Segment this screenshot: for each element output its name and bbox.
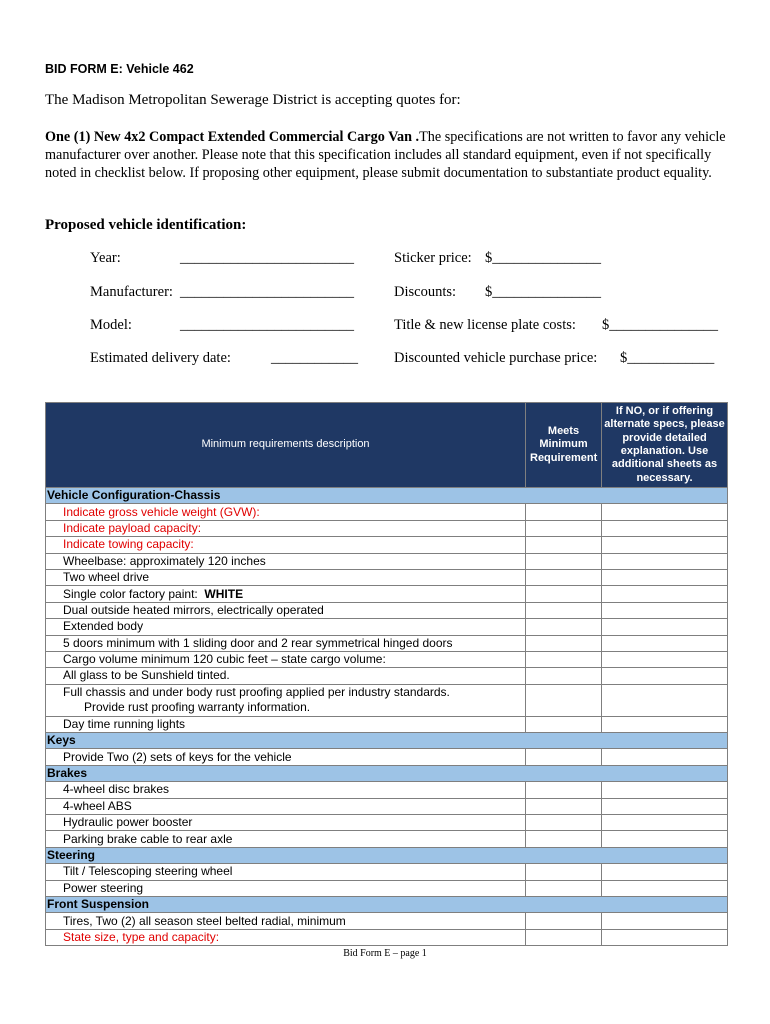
requirement-description bbox=[46, 749, 526, 765]
year-label: Year: bbox=[90, 250, 121, 266]
meets-requirement-cell[interactable] bbox=[526, 553, 602, 569]
table-row bbox=[46, 553, 728, 569]
table-row bbox=[46, 749, 728, 765]
explanation-cell[interactable] bbox=[602, 864, 728, 880]
header-explanation: If NO, or if offering alternate specs, please provide detailed explanation. Use additional sheets as necessary. bbox=[602, 403, 728, 488]
spec-paragraph bbox=[45, 128, 735, 183]
requirement-description bbox=[46, 684, 526, 716]
intro-text: The Madison Metropolitan Sewerage District is accepting quotes for: bbox=[45, 92, 461, 108]
table-row bbox=[46, 619, 728, 635]
explanation-cell[interactable] bbox=[602, 913, 728, 929]
explanation-cell[interactable] bbox=[602, 619, 728, 635]
explanation-cell[interactable] bbox=[602, 798, 728, 814]
requirement-text: All glass to be Sunshield tinted. bbox=[63, 668, 230, 683]
category-label: Steering bbox=[46, 847, 728, 863]
proposed-heading: Proposed vehicle identification: bbox=[45, 217, 247, 233]
discounts-label: Discounts: bbox=[394, 284, 457, 300]
category-row bbox=[46, 896, 728, 912]
requirement-text: Indicate payload capacity: bbox=[63, 520, 202, 535]
requirement-text: Cargo volume minimum 120 cubic feet – state cargo volume: bbox=[63, 652, 386, 667]
category-row bbox=[46, 488, 728, 504]
meets-requirement-cell[interactable] bbox=[526, 749, 602, 765]
requirement-description bbox=[46, 586, 526, 602]
requirement-description bbox=[46, 602, 526, 618]
explanation-cell[interactable] bbox=[602, 602, 728, 618]
explanation-cell[interactable] bbox=[602, 716, 728, 732]
table-row bbox=[46, 602, 728, 618]
requirement-text: Indicate gross vehicle weight (GVW): bbox=[63, 504, 260, 519]
spec-text: The specifications are not written to favor any vehicle manufacturer over another. Please note that this specification includes all standard equipment, even if not specifically noted in checklist below. If proposing other equipment, please submit documentation to substantiate product equality. bbox=[45, 129, 726, 182]
explanation-cell[interactable] bbox=[602, 553, 728, 569]
explanation-cell[interactable] bbox=[602, 520, 728, 536]
meets-requirement-cell[interactable] bbox=[526, 929, 602, 945]
requirement-text: Indicate towing capacity: bbox=[63, 537, 194, 552]
table-row bbox=[46, 831, 728, 847]
explanation-cell[interactable] bbox=[602, 586, 728, 602]
meets-requirement-cell[interactable] bbox=[526, 619, 602, 635]
delivery-date-label: Estimated delivery date: bbox=[90, 350, 231, 366]
category-row bbox=[46, 847, 728, 863]
requirement-text: 4-wheel disc brakes bbox=[63, 782, 170, 797]
meets-requirement-cell[interactable] bbox=[526, 537, 602, 553]
explanation-cell[interactable] bbox=[602, 668, 728, 684]
discounted-price-field[interactable]: $____________ bbox=[620, 350, 715, 366]
requirement-description bbox=[46, 520, 526, 536]
table-row bbox=[46, 716, 728, 732]
category-label: Keys bbox=[46, 733, 728, 749]
table-row bbox=[46, 569, 728, 585]
header-description: Minimum requirements description bbox=[46, 403, 526, 488]
requirement-text: Tires, Two (2) all season steel belted radial, minimum bbox=[63, 913, 346, 928]
requirement-text: Provide Two (2) sets of keys for the vehicle bbox=[63, 749, 292, 764]
requirement-description bbox=[46, 864, 526, 880]
requirement-description bbox=[46, 668, 526, 684]
meets-requirement-cell[interactable] bbox=[526, 668, 602, 684]
meets-requirement-cell[interactable] bbox=[526, 504, 602, 520]
meets-requirement-cell[interactable] bbox=[526, 798, 602, 814]
spec-heading: One (1) New 4x2 Compact Extended Commercial Cargo Van . bbox=[45, 129, 420, 145]
meets-requirement-cell[interactable] bbox=[526, 815, 602, 831]
requirement-description bbox=[46, 880, 526, 896]
table-row bbox=[46, 651, 728, 667]
manufacturer-field[interactable]: ________________________ bbox=[180, 284, 354, 300]
table-row bbox=[46, 504, 728, 520]
requirement-description bbox=[46, 815, 526, 831]
meets-requirement-cell[interactable] bbox=[526, 880, 602, 896]
table-header-row bbox=[46, 403, 728, 488]
explanation-cell[interactable] bbox=[602, 651, 728, 667]
requirements-table bbox=[45, 402, 728, 946]
sticker-price-field[interactable]: $_______________ bbox=[485, 250, 601, 266]
requirement-text-line2: Provide rust proofing warranty information. bbox=[84, 700, 311, 715]
explanation-cell[interactable] bbox=[602, 831, 728, 847]
meets-requirement-cell[interactable] bbox=[526, 651, 602, 667]
table-row bbox=[46, 537, 728, 553]
requirement-text: Day time running lights bbox=[63, 716, 186, 731]
requirement-description bbox=[46, 537, 526, 553]
requirement-description bbox=[46, 798, 526, 814]
table-row bbox=[46, 913, 728, 929]
requirement-text: Tilt / Telescoping steering wheel bbox=[63, 864, 233, 879]
model-field[interactable]: ________________________ bbox=[180, 317, 354, 333]
meets-requirement-cell[interactable] bbox=[526, 782, 602, 798]
form-title: BID FORM E: Vehicle 462 bbox=[45, 62, 194, 76]
table-row bbox=[46, 815, 728, 831]
explanation-cell[interactable] bbox=[602, 880, 728, 896]
category-label: Vehicle Configuration-Chassis bbox=[46, 488, 728, 504]
table-row bbox=[46, 864, 728, 880]
requirement-description bbox=[46, 782, 526, 798]
discounts-field[interactable]: $_______________ bbox=[485, 284, 601, 300]
meets-requirement-cell[interactable] bbox=[526, 602, 602, 618]
requirement-text: Wheelbase: approximately 120 inches bbox=[63, 553, 266, 568]
meets-requirement-cell[interactable] bbox=[526, 831, 602, 847]
meets-requirement-cell[interactable] bbox=[526, 520, 602, 536]
sticker-price-label: Sticker price: bbox=[394, 250, 472, 266]
requirement-text: Single color factory paint: bbox=[63, 586, 205, 601]
meets-requirement-cell[interactable] bbox=[526, 586, 602, 602]
requirement-text: Hydraulic power booster bbox=[63, 815, 193, 830]
year-field[interactable]: ________________________ bbox=[180, 250, 354, 266]
requirement-text: Extended body bbox=[63, 619, 144, 634]
meets-requirement-cell[interactable] bbox=[526, 716, 602, 732]
meets-requirement-cell[interactable] bbox=[526, 569, 602, 585]
meets-requirement-cell[interactable] bbox=[526, 864, 602, 880]
title-license-field[interactable]: $_______________ bbox=[602, 317, 718, 333]
requirement-description bbox=[46, 619, 526, 635]
table-row bbox=[46, 520, 728, 536]
requirement-text: Two wheel drive bbox=[63, 570, 150, 585]
requirement-text: Dual outside heated mirrors, electrically operated bbox=[63, 602, 324, 617]
table-row bbox=[46, 880, 728, 896]
requirement-description bbox=[46, 913, 526, 929]
explanation-cell[interactable] bbox=[602, 749, 728, 765]
table-row bbox=[46, 782, 728, 798]
category-row bbox=[46, 733, 728, 749]
table-row bbox=[46, 684, 728, 716]
explanation-cell[interactable] bbox=[602, 504, 728, 520]
explanation-cell[interactable] bbox=[602, 684, 728, 716]
explanation-cell[interactable] bbox=[602, 929, 728, 945]
requirement-text: Full chassis and under body rust proofing applied per industry standards. bbox=[63, 684, 450, 699]
requirement-text: State size, type and capacity: bbox=[63, 929, 220, 944]
table-row bbox=[46, 798, 728, 814]
table-row bbox=[46, 668, 728, 684]
explanation-cell[interactable] bbox=[602, 635, 728, 651]
explanation-cell[interactable] bbox=[602, 537, 728, 553]
manufacturer-label: Manufacturer: bbox=[90, 284, 173, 300]
requirement-description bbox=[46, 929, 526, 945]
requirement-description bbox=[46, 553, 526, 569]
requirement-description bbox=[46, 569, 526, 585]
requirement-description bbox=[46, 651, 526, 667]
header-meets: Meets Minimum Requirement bbox=[526, 403, 602, 488]
title-license-label: Title & new license plate costs: bbox=[394, 317, 576, 333]
explanation-cell[interactable] bbox=[602, 782, 728, 798]
meets-requirement-cell[interactable] bbox=[526, 635, 602, 651]
requirement-description bbox=[46, 635, 526, 651]
category-row bbox=[46, 765, 728, 781]
requirement-text: 4-wheel ABS bbox=[63, 798, 132, 813]
requirement-description bbox=[46, 716, 526, 732]
requirement-description bbox=[46, 504, 526, 520]
category-label: Brakes bbox=[46, 765, 728, 781]
table-row bbox=[46, 635, 728, 651]
explanation-cell[interactable] bbox=[602, 569, 728, 585]
delivery-date-field[interactable]: ____________ bbox=[271, 350, 358, 366]
meets-requirement-cell[interactable] bbox=[526, 913, 602, 929]
discounted-price-label: Discounted vehicle purchase price: bbox=[394, 350, 598, 366]
requirement-text: 5 doors minimum with 1 sliding door and 2 rear symmetrical hinged doors bbox=[63, 635, 453, 650]
category-label: Front Suspension bbox=[46, 896, 728, 912]
requirement-emphasis: WHITE bbox=[204, 586, 244, 601]
page-footer: Bid Form E – page 1 bbox=[343, 948, 427, 959]
model-label: Model: bbox=[90, 317, 132, 333]
meets-requirement-cell[interactable] bbox=[526, 684, 602, 716]
table-row bbox=[46, 586, 728, 602]
requirement-text: Parking brake cable to rear axle bbox=[63, 831, 233, 846]
requirement-description bbox=[46, 831, 526, 847]
explanation-cell[interactable] bbox=[602, 815, 728, 831]
table-row bbox=[46, 929, 728, 945]
requirement-text: Power steering bbox=[63, 880, 144, 895]
